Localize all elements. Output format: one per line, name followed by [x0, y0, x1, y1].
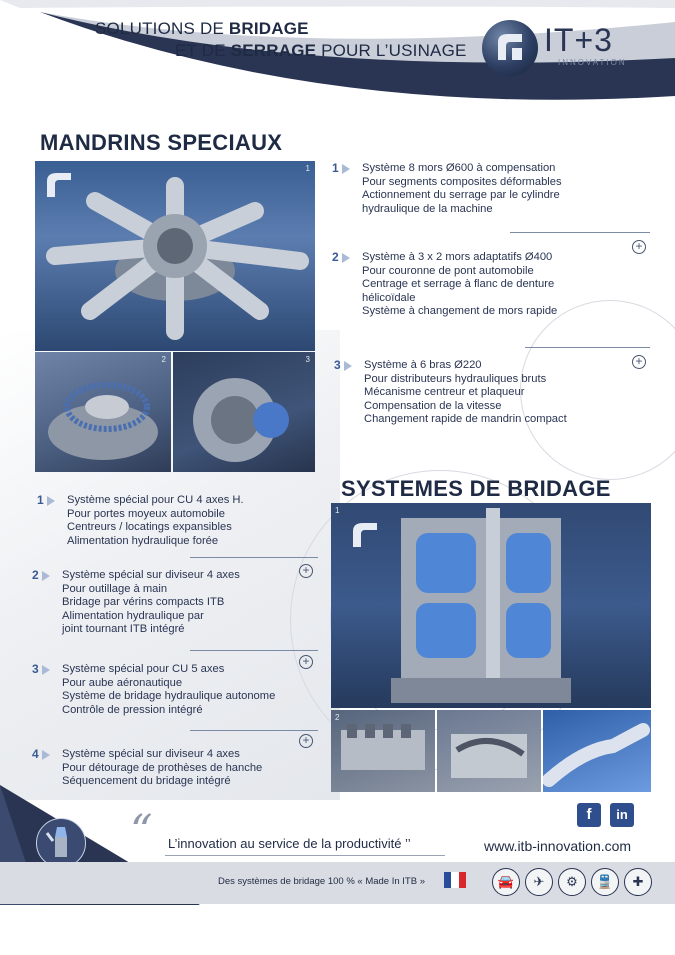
item-number: 4: [32, 748, 54, 762]
compact-chuck-illustration: [173, 352, 315, 472]
item-line: Actionnement du serrage par le cylindre: [362, 189, 560, 202]
expand-plus-icon[interactable]: +: [299, 734, 313, 748]
expand-plus-icon[interactable]: +: [299, 655, 313, 669]
mandrin-item-2: [332, 250, 558, 319]
linkedin-icon[interactable]: in: [610, 803, 634, 827]
expand-plus-icon[interactable]: +: [632, 355, 646, 369]
website-link[interactable]: www.itb-innovation.com: [484, 838, 632, 854]
logo-wordmark: IT+3: [544, 22, 613, 58]
item-line: Système à 6 bras Ø220: [364, 359, 482, 371]
divider: [165, 855, 445, 856]
aeronautics-icon: ✈: [525, 868, 553, 896]
index-fixture-illustration: [331, 710, 435, 792]
photo-number: 3: [305, 355, 310, 364]
tool-holder-icon: [37, 819, 85, 867]
item-line: Contrôle de pression intégré: [62, 703, 203, 716]
logo-subtitle: INNOVATION: [558, 58, 627, 67]
photo-number: 2: [335, 713, 340, 722]
automobile-icon: 🚘: [492, 868, 520, 896]
mandrin-photo-2: [35, 352, 171, 472]
item-line: Séquencement du bridage intégré: [62, 775, 231, 788]
facebook-icon[interactable]: f: [577, 803, 601, 827]
item-number: 2: [32, 569, 54, 583]
footer-quote: L’innovation au service de la productivité ’’: [168, 836, 411, 851]
systeme-item-4: [32, 747, 263, 789]
item-line: Bridage par vérins compacts ITB: [62, 596, 225, 609]
divider: [190, 650, 318, 651]
eight-jaw-chuck-illustration: [35, 161, 315, 351]
divider: [510, 232, 650, 233]
title-line-2: ET DE SERRAGE POUR L’USINAGE: [175, 41, 467, 60]
systeme-photo-2a: [331, 710, 435, 792]
item-line: hydraulique de la machine: [362, 202, 493, 215]
item-number: 2: [332, 251, 354, 265]
expand-plus-icon[interactable]: +: [299, 564, 313, 578]
item-line: Changement rapide de mandrin compact: [364, 413, 567, 426]
item-line: Pour outillage à main: [62, 582, 168, 595]
item-line: Compensation de la vitesse: [364, 399, 502, 412]
rail-icon: 🚆: [591, 868, 619, 896]
item-line: Système à changement de mors rapide: [362, 305, 558, 318]
item-line: joint tournant ITB intégré: [62, 623, 185, 636]
photo-number: 2: [161, 355, 166, 364]
divider: [525, 347, 650, 348]
mandrin-item-3: [334, 358, 567, 427]
photo-number: 1: [305, 164, 310, 173]
mandrins-title: MANDRINS SPECIAUX: [40, 130, 283, 155]
blade-fixture-illustration: [437, 710, 541, 792]
logo-mark-icon: [482, 20, 538, 76]
quote-icon: “: [130, 806, 153, 857]
medical-icon: ✚: [624, 868, 652, 896]
mandrin-photo-3: [173, 352, 315, 472]
item-line: Pour couronne de pont automobile: [362, 264, 534, 277]
company-logo: [482, 20, 632, 78]
systeme-item-2: [32, 568, 240, 637]
photo-number: 1: [335, 506, 340, 515]
systeme-item-3: [32, 662, 276, 717]
expand-plus-icon[interactable]: +: [632, 240, 646, 254]
item-line: Système spécial sur diviseur 4 axes: [62, 569, 240, 581]
item-number: 1: [37, 494, 59, 508]
logo-watermark-icon: [349, 519, 381, 549]
systeme-photo-2c: [543, 710, 651, 792]
item-line: Mécanisme centreur et plaqueur: [364, 386, 525, 399]
item-line: Système à 3 x 2 mors adaptatifs Ø400: [362, 251, 553, 263]
item-line: Système de bridage hydraulique autonome: [62, 690, 276, 703]
item-line: Pour aube aéronautique: [62, 676, 183, 689]
item-number: 3: [32, 663, 54, 677]
item-line: Système 8 mors Ø600 à compensation: [362, 162, 556, 174]
systeme-photo-2b: [437, 710, 541, 792]
industry-gears-icon: ⚙: [558, 868, 586, 896]
page-title: [95, 18, 467, 62]
item-number: 1: [332, 162, 354, 176]
item-line: Pour distributeurs hydrauliques bruts: [364, 372, 547, 385]
logo-watermark-icon: [43, 169, 75, 199]
item-line: Centreurs / locatings expansibles: [67, 521, 232, 534]
item-line: Alimentation hydraulique forée: [67, 534, 219, 547]
item-line: Système spécial sur diviseur 4 axes: [62, 748, 240, 760]
item-line: hélicoïdale: [362, 291, 416, 304]
mandrin-photo-1: [35, 161, 315, 351]
divider: [190, 557, 318, 558]
item-number: 3: [334, 359, 356, 373]
divider: [190, 730, 318, 731]
title-line-1: SOLUTIONS DE BRIDAGE: [95, 19, 309, 38]
item-line: Système spécial pour CU 4 axes H.: [67, 494, 244, 506]
item-line: Système spécial pour CU 5 axes: [62, 663, 225, 675]
item-line: Pour segments composites déformables: [362, 175, 562, 188]
item-line: Centrage et serrage à flanc de denture: [362, 278, 555, 291]
gear-chuck-illustration: [35, 352, 171, 472]
systeme-item-1: [37, 493, 244, 548]
item-line: Alimentation hydraulique par: [62, 609, 204, 622]
made-in-text: Des systèmes de bridage 100 % « Made In ITB »: [218, 876, 425, 887]
french-flag-icon: [444, 872, 466, 888]
footer-badge: [36, 818, 86, 868]
systemes-title: SYSTEMES DE BRIDAGE: [341, 476, 611, 501]
item-line: Pour portes moyeux automobile: [67, 507, 225, 520]
systeme-photo-1: [331, 503, 651, 708]
mandrin-item-1: [332, 161, 562, 216]
hip-prosthesis-illustration: [543, 710, 651, 792]
item-line: Pour détourage de prothèses de hanche: [62, 761, 263, 774]
